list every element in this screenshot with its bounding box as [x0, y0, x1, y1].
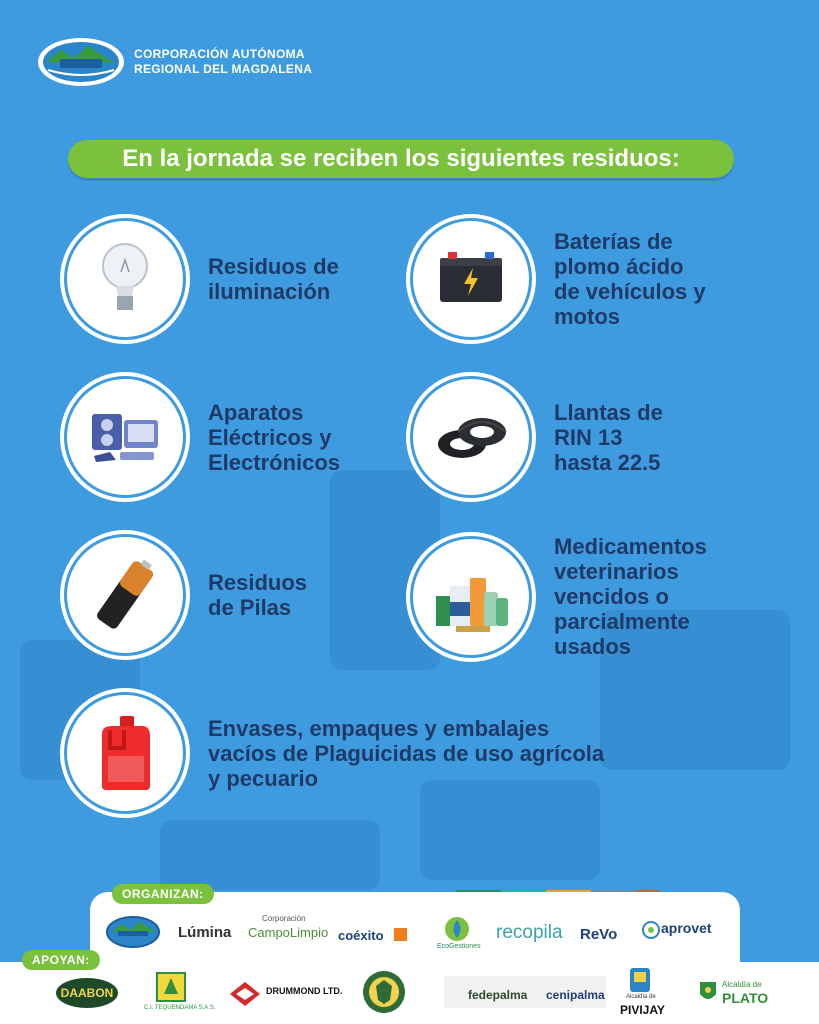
item-aparatos: [64, 376, 340, 498]
veterinary-medicine-icon: [426, 552, 516, 642]
car-battery-icon: [426, 234, 516, 324]
organizan-tag: ORGANIZAN:: [112, 884, 214, 904]
item-circle: [64, 692, 186, 814]
item-pilas: [64, 534, 307, 656]
logo-daabon: [56, 978, 118, 1008]
logo-plato: PLATO: [722, 990, 769, 1006]
item-label: Medicamentos veterinarios vencidos o parcialmente usados: [554, 534, 707, 659]
org-name-line2: REGIONAL DEL MAGDALENA: [134, 62, 313, 76]
tires-icon: [426, 392, 516, 482]
item-label: Envases, empaques y embalajes vacíos de Plaguicidas de uso agrícola y pecuario: [208, 715, 605, 791]
logo-aprovet: aprovet: [661, 920, 712, 936]
logo-revo: ReVo: [580, 926, 618, 943]
item-label: Baterías de plomo ácido de vehículos y motos: [554, 229, 706, 329]
item-label: Residuos de iluminación: [208, 254, 339, 304]
item-label: Llantas de RIN 13 hasta 22.5: [554, 399, 663, 475]
item-medicamentos: [410, 534, 707, 659]
pesticide-jug-icon: [80, 708, 170, 798]
org-name: [134, 47, 312, 77]
logo-plato-label: Alcaldía de: [722, 980, 762, 989]
police-shield-icon: [362, 970, 406, 1014]
coexito-mark-icon: [394, 928, 407, 941]
item-circle: [410, 218, 532, 340]
item-llantas: [410, 376, 663, 498]
header: [36, 36, 312, 88]
corpamag-small-logo: [106, 916, 160, 948]
logo-ecogestiones: EcoGestiones: [437, 943, 481, 950]
item-circle: [64, 534, 186, 656]
plato-crest-icon: [698, 980, 718, 1004]
aprovet-mark-icon: [642, 920, 660, 940]
logo-daabon-text: DAABON: [60, 986, 114, 1000]
logo-campolimpio-label: Corporación: [262, 914, 306, 923]
item-label: Aparatos Eléctricos y Electrónicos: [208, 399, 341, 475]
corpamag-logo: [36, 36, 126, 88]
logo-fedepalma-text: fedepalma: [468, 988, 528, 1002]
logo-tequendama: C.I. TEQUENDAMA S.A.S.: [144, 1005, 216, 1011]
pivijay-crest-icon: [628, 966, 652, 994]
logo-pivijay: PIVIJAY: [620, 1003, 665, 1017]
logo-cenipalma-text: cenipalma: [546, 988, 605, 1002]
org-name-line1: CORPORACIÓN AUTÓNOMA: [134, 47, 305, 61]
item-circle: [410, 536, 532, 658]
drummond-mark-icon: [230, 982, 260, 1006]
item-envases: [64, 692, 604, 814]
logo-coexito: coéxito: [338, 928, 384, 943]
electronics-icon: [80, 392, 170, 482]
item-baterias: [410, 218, 706, 340]
logo-campolimpio: CampoLimpio: [248, 925, 329, 940]
logo-drummond: DRUMMOND LTD.: [266, 986, 343, 996]
ecogestiones-mark-icon: [444, 916, 470, 942]
sponsors-bar: [0, 962, 819, 1024]
logo-pivijay-label: Alcaldía de: [626, 994, 656, 1000]
logo-lumina: Lúmina: [178, 924, 232, 941]
logo-recopila: recopila: [496, 922, 563, 943]
apoyan-tag: APOYAN:: [22, 950, 100, 970]
item-circle: [410, 376, 532, 498]
item-label: Residuos de Pilas: [208, 570, 308, 620]
light-bulb-icon: [80, 234, 170, 324]
battery-cell-icon: [80, 550, 170, 640]
item-circle: [64, 376, 186, 498]
title-banner: En la jornada se reciben los siguientes residuos:: [68, 140, 734, 178]
item-circle: [64, 218, 186, 340]
tequendama-mark-icon: [156, 972, 186, 1002]
background-shape: [160, 820, 380, 890]
item-iluminacion: [64, 218, 339, 340]
